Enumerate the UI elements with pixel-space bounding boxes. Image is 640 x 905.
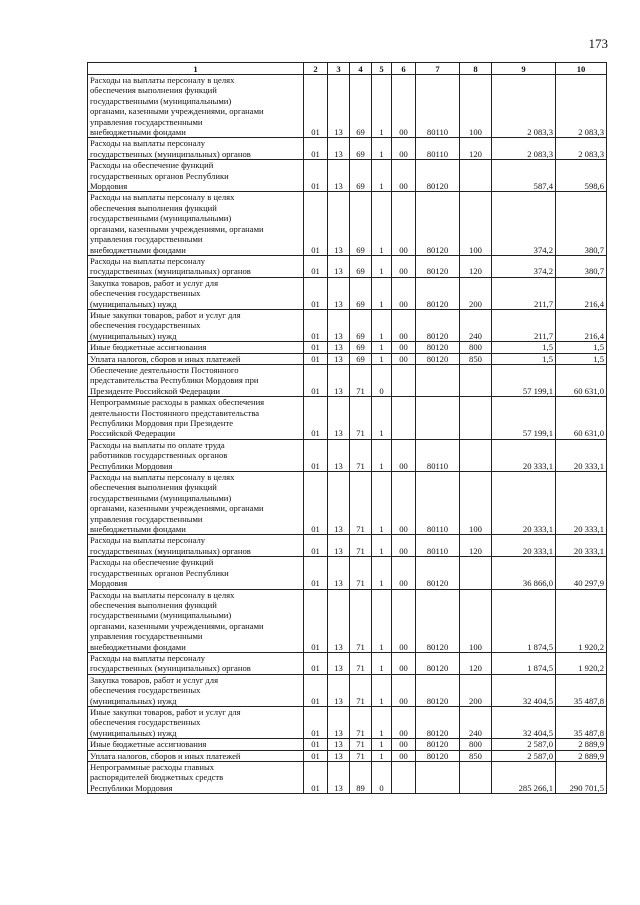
cell-col-7: 80110 bbox=[416, 439, 460, 471]
cell-col-3: 13 bbox=[328, 535, 350, 557]
cell-col-6: 00 bbox=[392, 255, 416, 277]
cell-col-6: 00 bbox=[392, 138, 416, 160]
cell-col-6: 00 bbox=[392, 706, 416, 738]
table-row bbox=[88, 674, 607, 706]
cell-col-2: 01 bbox=[304, 739, 328, 750]
cell-col-2: 01 bbox=[304, 353, 328, 364]
table-row bbox=[88, 739, 607, 750]
cell-col-2: 01 bbox=[304, 674, 328, 706]
cell-col-3: 13 bbox=[328, 472, 350, 535]
cell-col-9: 285 266,1 bbox=[492, 762, 556, 794]
cell-col-8: 100 bbox=[460, 472, 492, 535]
cell-col-10: 2 889,9 bbox=[556, 739, 607, 750]
cell-col-3: 13 bbox=[328, 255, 350, 277]
cell-col-9: 374,2 bbox=[492, 192, 556, 255]
cell-col-4: 69 bbox=[350, 192, 372, 255]
cell-col-4: 71 bbox=[350, 557, 372, 589]
cell-col-5: 1 bbox=[372, 342, 392, 353]
table-row bbox=[88, 706, 607, 738]
cell-col-3: 13 bbox=[328, 706, 350, 738]
cell-col-6: 00 bbox=[392, 192, 416, 255]
cell-col-9: 1 874,5 bbox=[492, 589, 556, 652]
cell-col-6: 00 bbox=[392, 472, 416, 535]
row-description: Уплата налогов, сборов и иных платежей bbox=[88, 750, 304, 761]
cell-col-2: 01 bbox=[304, 75, 328, 138]
cell-col-3: 13 bbox=[328, 397, 350, 440]
cell-col-8: 800 bbox=[460, 739, 492, 750]
cell-col-6 bbox=[392, 762, 416, 794]
cell-col-8: 850 bbox=[460, 750, 492, 761]
cell-col-8 bbox=[460, 160, 492, 192]
cell-col-8 bbox=[460, 557, 492, 589]
column-header-7: 7 bbox=[416, 63, 460, 75]
cell-col-4: 69 bbox=[350, 353, 372, 364]
cell-col-10: 1,5 bbox=[556, 342, 607, 353]
cell-col-5: 1 bbox=[372, 192, 392, 255]
cell-col-7: 80120 bbox=[416, 706, 460, 738]
cell-col-7: 80120 bbox=[416, 160, 460, 192]
cell-col-4: 71 bbox=[350, 535, 372, 557]
cell-col-2: 01 bbox=[304, 706, 328, 738]
cell-col-7: 80120 bbox=[416, 255, 460, 277]
cell-col-5: 1 bbox=[372, 439, 392, 471]
cell-col-7 bbox=[416, 762, 460, 794]
cell-col-7: 80120 bbox=[416, 353, 460, 364]
cell-col-5: 1 bbox=[372, 309, 392, 341]
budget-table bbox=[87, 62, 607, 794]
cell-col-8: 120 bbox=[460, 255, 492, 277]
cell-col-10: 380,7 bbox=[556, 255, 607, 277]
cell-col-2: 01 bbox=[304, 762, 328, 794]
cell-col-10: 1 920,2 bbox=[556, 589, 607, 652]
cell-col-10: 35 487,8 bbox=[556, 706, 607, 738]
cell-col-3: 13 bbox=[328, 589, 350, 652]
cell-col-10: 2 083,3 bbox=[556, 138, 607, 160]
cell-col-7: 80120 bbox=[416, 342, 460, 353]
row-description: Расходы на выплаты персоналу в целях обеспечения выполнения функций государственными (муниципальными) органами, казенными учреждениями, органами управления государственными внебюджетными фондами bbox=[88, 192, 304, 255]
cell-col-3: 13 bbox=[328, 557, 350, 589]
cell-col-10: 598,6 bbox=[556, 160, 607, 192]
cell-col-9: 57 199,1 bbox=[492, 364, 556, 396]
cell-col-9: 32 404,5 bbox=[492, 706, 556, 738]
cell-col-6: 00 bbox=[392, 353, 416, 364]
cell-col-6: 00 bbox=[392, 342, 416, 353]
cell-col-4: 69 bbox=[350, 255, 372, 277]
table-row bbox=[88, 439, 607, 471]
cell-col-10: 2 889,9 bbox=[556, 750, 607, 761]
cell-col-6 bbox=[392, 397, 416, 440]
row-description: Расходы на обеспечение функций государственных органов Республики Мордовия bbox=[88, 557, 304, 589]
cell-col-9: 374,2 bbox=[492, 255, 556, 277]
row-description: Расходы на выплаты персоналу государственных (муниципальных) органов bbox=[88, 255, 304, 277]
cell-col-3: 13 bbox=[328, 160, 350, 192]
cell-col-8: 200 bbox=[460, 277, 492, 309]
row-description: Закупка товаров, работ и услуг для обеспечения государственных (муниципальных) нужд bbox=[88, 674, 304, 706]
table-row bbox=[88, 397, 607, 440]
cell-col-10: 60 631,0 bbox=[556, 397, 607, 440]
table-row bbox=[88, 762, 607, 794]
cell-col-9: 57 199,1 bbox=[492, 397, 556, 440]
row-description: Обеспечение деятельности Постоянного представительства Республики Мордовия при Президенте Российской Федерации bbox=[88, 364, 304, 396]
page-number: 173 bbox=[588, 36, 608, 51]
cell-col-9: 32 404,5 bbox=[492, 674, 556, 706]
cell-col-6: 00 bbox=[392, 439, 416, 471]
cell-col-8: 850 bbox=[460, 353, 492, 364]
cell-col-4: 71 bbox=[350, 439, 372, 471]
cell-col-6: 00 bbox=[392, 652, 416, 674]
table-row bbox=[88, 557, 607, 589]
cell-col-2: 01 bbox=[304, 342, 328, 353]
cell-col-7: 80120 bbox=[416, 652, 460, 674]
cell-col-7: 80120 bbox=[416, 192, 460, 255]
table-row bbox=[88, 589, 607, 652]
cell-col-9: 211,7 bbox=[492, 309, 556, 341]
cell-col-4: 71 bbox=[350, 364, 372, 396]
cell-col-7: 80120 bbox=[416, 674, 460, 706]
cell-col-8 bbox=[460, 439, 492, 471]
cell-col-9: 1,5 bbox=[492, 342, 556, 353]
cell-col-5: 1 bbox=[372, 255, 392, 277]
cell-col-2: 01 bbox=[304, 138, 328, 160]
cell-col-2: 01 bbox=[304, 589, 328, 652]
cell-col-5: 1 bbox=[372, 652, 392, 674]
cell-col-9: 2 083,3 bbox=[492, 138, 556, 160]
cell-col-3: 13 bbox=[328, 364, 350, 396]
cell-col-3: 13 bbox=[328, 353, 350, 364]
cell-col-2: 01 bbox=[304, 472, 328, 535]
row-description: Расходы на выплаты персоналу в целях обеспечения выполнения функций государственными (муниципальными) органами, казенными учреждениями, органами управления государственными внебюджетными фондами bbox=[88, 589, 304, 652]
cell-col-7: 80120 bbox=[416, 277, 460, 309]
row-description: Расходы на выплаты по оплате труда работников государственных органов Республики Мордовия bbox=[88, 439, 304, 471]
row-description: Расходы на выплаты персоналу государственных (муниципальных) органов bbox=[88, 535, 304, 557]
cell-col-5: 1 bbox=[372, 277, 392, 309]
cell-col-9: 2 587,0 bbox=[492, 750, 556, 761]
cell-col-7: 80120 bbox=[416, 589, 460, 652]
cell-col-10: 380,7 bbox=[556, 192, 607, 255]
cell-col-5: 1 bbox=[372, 706, 392, 738]
cell-col-4: 71 bbox=[350, 674, 372, 706]
cell-col-8: 120 bbox=[460, 138, 492, 160]
cell-col-2: 01 bbox=[304, 439, 328, 471]
cell-col-10: 35 487,8 bbox=[556, 674, 607, 706]
cell-col-4: 89 bbox=[350, 762, 372, 794]
cell-col-3: 13 bbox=[328, 277, 350, 309]
cell-col-10: 290 701,5 bbox=[556, 762, 607, 794]
cell-col-8: 100 bbox=[460, 75, 492, 138]
cell-col-5: 0 bbox=[372, 762, 392, 794]
table-row bbox=[88, 652, 607, 674]
cell-col-9: 2 083,3 bbox=[492, 75, 556, 138]
cell-col-3: 13 bbox=[328, 652, 350, 674]
table-body bbox=[88, 75, 607, 794]
cell-col-2: 01 bbox=[304, 397, 328, 440]
cell-col-4: 69 bbox=[350, 75, 372, 138]
cell-col-6: 00 bbox=[392, 557, 416, 589]
cell-col-4: 71 bbox=[350, 739, 372, 750]
cell-col-4: 71 bbox=[350, 397, 372, 440]
cell-col-6: 00 bbox=[392, 674, 416, 706]
cell-col-5: 1 bbox=[372, 674, 392, 706]
cell-col-10: 2 083,3 bbox=[556, 75, 607, 138]
cell-col-7: 80110 bbox=[416, 535, 460, 557]
table-row bbox=[88, 364, 607, 396]
cell-col-3: 13 bbox=[328, 674, 350, 706]
cell-col-4: 71 bbox=[350, 706, 372, 738]
cell-col-6: 00 bbox=[392, 160, 416, 192]
cell-col-9: 587,4 bbox=[492, 160, 556, 192]
row-description: Непрограммные расходы в рамках обеспечения деятельности Постоянного представительства Республики Мордовия при Президенте Российской Федерации bbox=[88, 397, 304, 440]
cell-col-7: 80110 bbox=[416, 472, 460, 535]
cell-col-4: 69 bbox=[350, 160, 372, 192]
cell-col-5: 1 bbox=[372, 557, 392, 589]
column-header-6: 6 bbox=[392, 63, 416, 75]
cell-col-6: 00 bbox=[392, 309, 416, 341]
cell-col-6: 00 bbox=[392, 739, 416, 750]
cell-col-3: 13 bbox=[328, 342, 350, 353]
column-header-3: 3 bbox=[328, 63, 350, 75]
column-header-9: 9 bbox=[492, 63, 556, 75]
cell-col-2: 01 bbox=[304, 652, 328, 674]
cell-col-3: 13 bbox=[328, 750, 350, 761]
cell-col-9: 36 866,0 bbox=[492, 557, 556, 589]
cell-col-7 bbox=[416, 397, 460, 440]
column-header-5: 5 bbox=[372, 63, 392, 75]
table-row bbox=[88, 472, 607, 535]
cell-col-5: 1 bbox=[372, 750, 392, 761]
cell-col-7: 80120 bbox=[416, 750, 460, 761]
cell-col-3: 13 bbox=[328, 138, 350, 160]
cell-col-3: 13 bbox=[328, 192, 350, 255]
cell-col-6 bbox=[392, 364, 416, 396]
row-description: Иные закупки товаров, работ и услуг для обеспечения государственных (муниципальных) нужд bbox=[88, 309, 304, 341]
cell-col-4: 69 bbox=[350, 342, 372, 353]
table-row bbox=[88, 75, 607, 138]
cell-col-9: 1 874,5 bbox=[492, 652, 556, 674]
cell-col-10: 20 333,1 bbox=[556, 472, 607, 535]
cell-col-6: 00 bbox=[392, 589, 416, 652]
row-description: Закупка товаров, работ и услуг для обеспечения государственных (муниципальных) нужд bbox=[88, 277, 304, 309]
row-description: Уплата налогов, сборов и иных платежей bbox=[88, 353, 304, 364]
table-row bbox=[88, 342, 607, 353]
column-header-2: 2 bbox=[304, 63, 328, 75]
row-description: Расходы на выплаты персоналу в целях обеспечения выполнения функций государственными (муниципальными) органами, казенными учреждениями, органами управления государственными внебюджетными фондами bbox=[88, 472, 304, 535]
cell-col-3: 13 bbox=[328, 739, 350, 750]
cell-col-5: 1 bbox=[372, 535, 392, 557]
table-row bbox=[88, 750, 607, 761]
cell-col-6: 00 bbox=[392, 277, 416, 309]
cell-col-8 bbox=[460, 397, 492, 440]
cell-col-2: 01 bbox=[304, 160, 328, 192]
cell-col-5: 1 bbox=[372, 160, 392, 192]
cell-col-5: 1 bbox=[372, 739, 392, 750]
cell-col-9: 2 587,0 bbox=[492, 739, 556, 750]
table-row bbox=[88, 535, 607, 557]
cell-col-10: 216,4 bbox=[556, 309, 607, 341]
cell-col-8: 120 bbox=[460, 652, 492, 674]
cell-col-9: 1,5 bbox=[492, 353, 556, 364]
cell-col-5: 1 bbox=[372, 397, 392, 440]
cell-col-10: 20 333,1 bbox=[556, 535, 607, 557]
cell-col-5: 0 bbox=[372, 364, 392, 396]
cell-col-7: 80110 bbox=[416, 75, 460, 138]
cell-col-10: 40 297,9 bbox=[556, 557, 607, 589]
table-row bbox=[88, 255, 607, 277]
cell-col-4: 71 bbox=[350, 652, 372, 674]
cell-col-8: 100 bbox=[460, 589, 492, 652]
cell-col-10: 20 333,1 bbox=[556, 439, 607, 471]
cell-col-7: 80120 bbox=[416, 309, 460, 341]
cell-col-10: 1,5 bbox=[556, 353, 607, 364]
cell-col-5: 1 bbox=[372, 472, 392, 535]
row-description: Иные бюджетные ассигнования bbox=[88, 342, 304, 353]
cell-col-3: 13 bbox=[328, 75, 350, 138]
cell-col-8: 120 bbox=[460, 535, 492, 557]
table-row bbox=[88, 160, 607, 192]
cell-col-5: 1 bbox=[372, 589, 392, 652]
cell-col-2: 01 bbox=[304, 557, 328, 589]
cell-col-2: 01 bbox=[304, 535, 328, 557]
row-description: Непрограммные расходы главных распорядителей бюджетных средств Республики Мордовия bbox=[88, 762, 304, 794]
cell-col-3: 13 bbox=[328, 762, 350, 794]
cell-col-2: 01 bbox=[304, 277, 328, 309]
cell-col-9: 20 333,1 bbox=[492, 439, 556, 471]
cell-col-10: 60 631,0 bbox=[556, 364, 607, 396]
cell-col-8: 100 bbox=[460, 192, 492, 255]
table-header bbox=[88, 63, 607, 75]
column-header-4: 4 bbox=[350, 63, 372, 75]
column-header-8: 8 bbox=[460, 63, 492, 75]
cell-col-2: 01 bbox=[304, 192, 328, 255]
cell-col-6: 00 bbox=[392, 75, 416, 138]
cell-col-9: 20 333,1 bbox=[492, 535, 556, 557]
cell-col-5: 1 bbox=[372, 75, 392, 138]
cell-col-6: 00 bbox=[392, 750, 416, 761]
table-row bbox=[88, 353, 607, 364]
cell-col-8: 800 bbox=[460, 342, 492, 353]
cell-col-4: 69 bbox=[350, 138, 372, 160]
row-description: Расходы на выплаты персоналу государственных (муниципальных) органов bbox=[88, 652, 304, 674]
cell-col-8: 240 bbox=[460, 309, 492, 341]
table-row bbox=[88, 192, 607, 255]
table-row bbox=[88, 138, 607, 160]
row-description: Расходы на выплаты персоналу государственных (муниципальных) органов bbox=[88, 138, 304, 160]
cell-col-7: 80120 bbox=[416, 739, 460, 750]
row-description: Иные бюджетные ассигнования bbox=[88, 739, 304, 750]
cell-col-4: 71 bbox=[350, 472, 372, 535]
header-row bbox=[88, 63, 607, 75]
table-row bbox=[88, 277, 607, 309]
cell-col-4: 71 bbox=[350, 589, 372, 652]
table-row bbox=[88, 309, 607, 341]
row-description: Расходы на обеспечение функций государственных органов Республики Мордовия bbox=[88, 160, 304, 192]
cell-col-4: 69 bbox=[350, 309, 372, 341]
cell-col-10: 1 920,2 bbox=[556, 652, 607, 674]
cell-col-2: 01 bbox=[304, 255, 328, 277]
cell-col-2: 01 bbox=[304, 750, 328, 761]
cell-col-6: 00 bbox=[392, 535, 416, 557]
cell-col-9: 211,7 bbox=[492, 277, 556, 309]
cell-col-3: 13 bbox=[328, 309, 350, 341]
cell-col-7: 80110 bbox=[416, 138, 460, 160]
cell-col-2: 01 bbox=[304, 364, 328, 396]
row-description: Расходы на выплаты персоналу в целях обеспечения выполнения функций государственными (муниципальными) органами, казенными учреждениями, органами управления государственными внебюджетными фондами bbox=[88, 75, 304, 138]
cell-col-8 bbox=[460, 762, 492, 794]
cell-col-4: 69 bbox=[350, 277, 372, 309]
cell-col-8: 240 bbox=[460, 706, 492, 738]
column-header-1: 1 bbox=[88, 63, 304, 75]
cell-col-8 bbox=[460, 364, 492, 396]
cell-col-9: 20 333,1 bbox=[492, 472, 556, 535]
cell-col-10: 216,4 bbox=[556, 277, 607, 309]
row-description: Иные закупки товаров, работ и услуг для обеспечения государственных (муниципальных) нужд bbox=[88, 706, 304, 738]
cell-col-4: 71 bbox=[350, 750, 372, 761]
column-header-10: 10 bbox=[556, 63, 607, 75]
cell-col-7: 80120 bbox=[416, 557, 460, 589]
cell-col-5: 1 bbox=[372, 138, 392, 160]
cell-col-8: 200 bbox=[460, 674, 492, 706]
cell-col-5: 1 bbox=[372, 353, 392, 364]
cell-col-2: 01 bbox=[304, 309, 328, 341]
cell-col-7 bbox=[416, 364, 460, 396]
cell-col-3: 13 bbox=[328, 439, 350, 471]
